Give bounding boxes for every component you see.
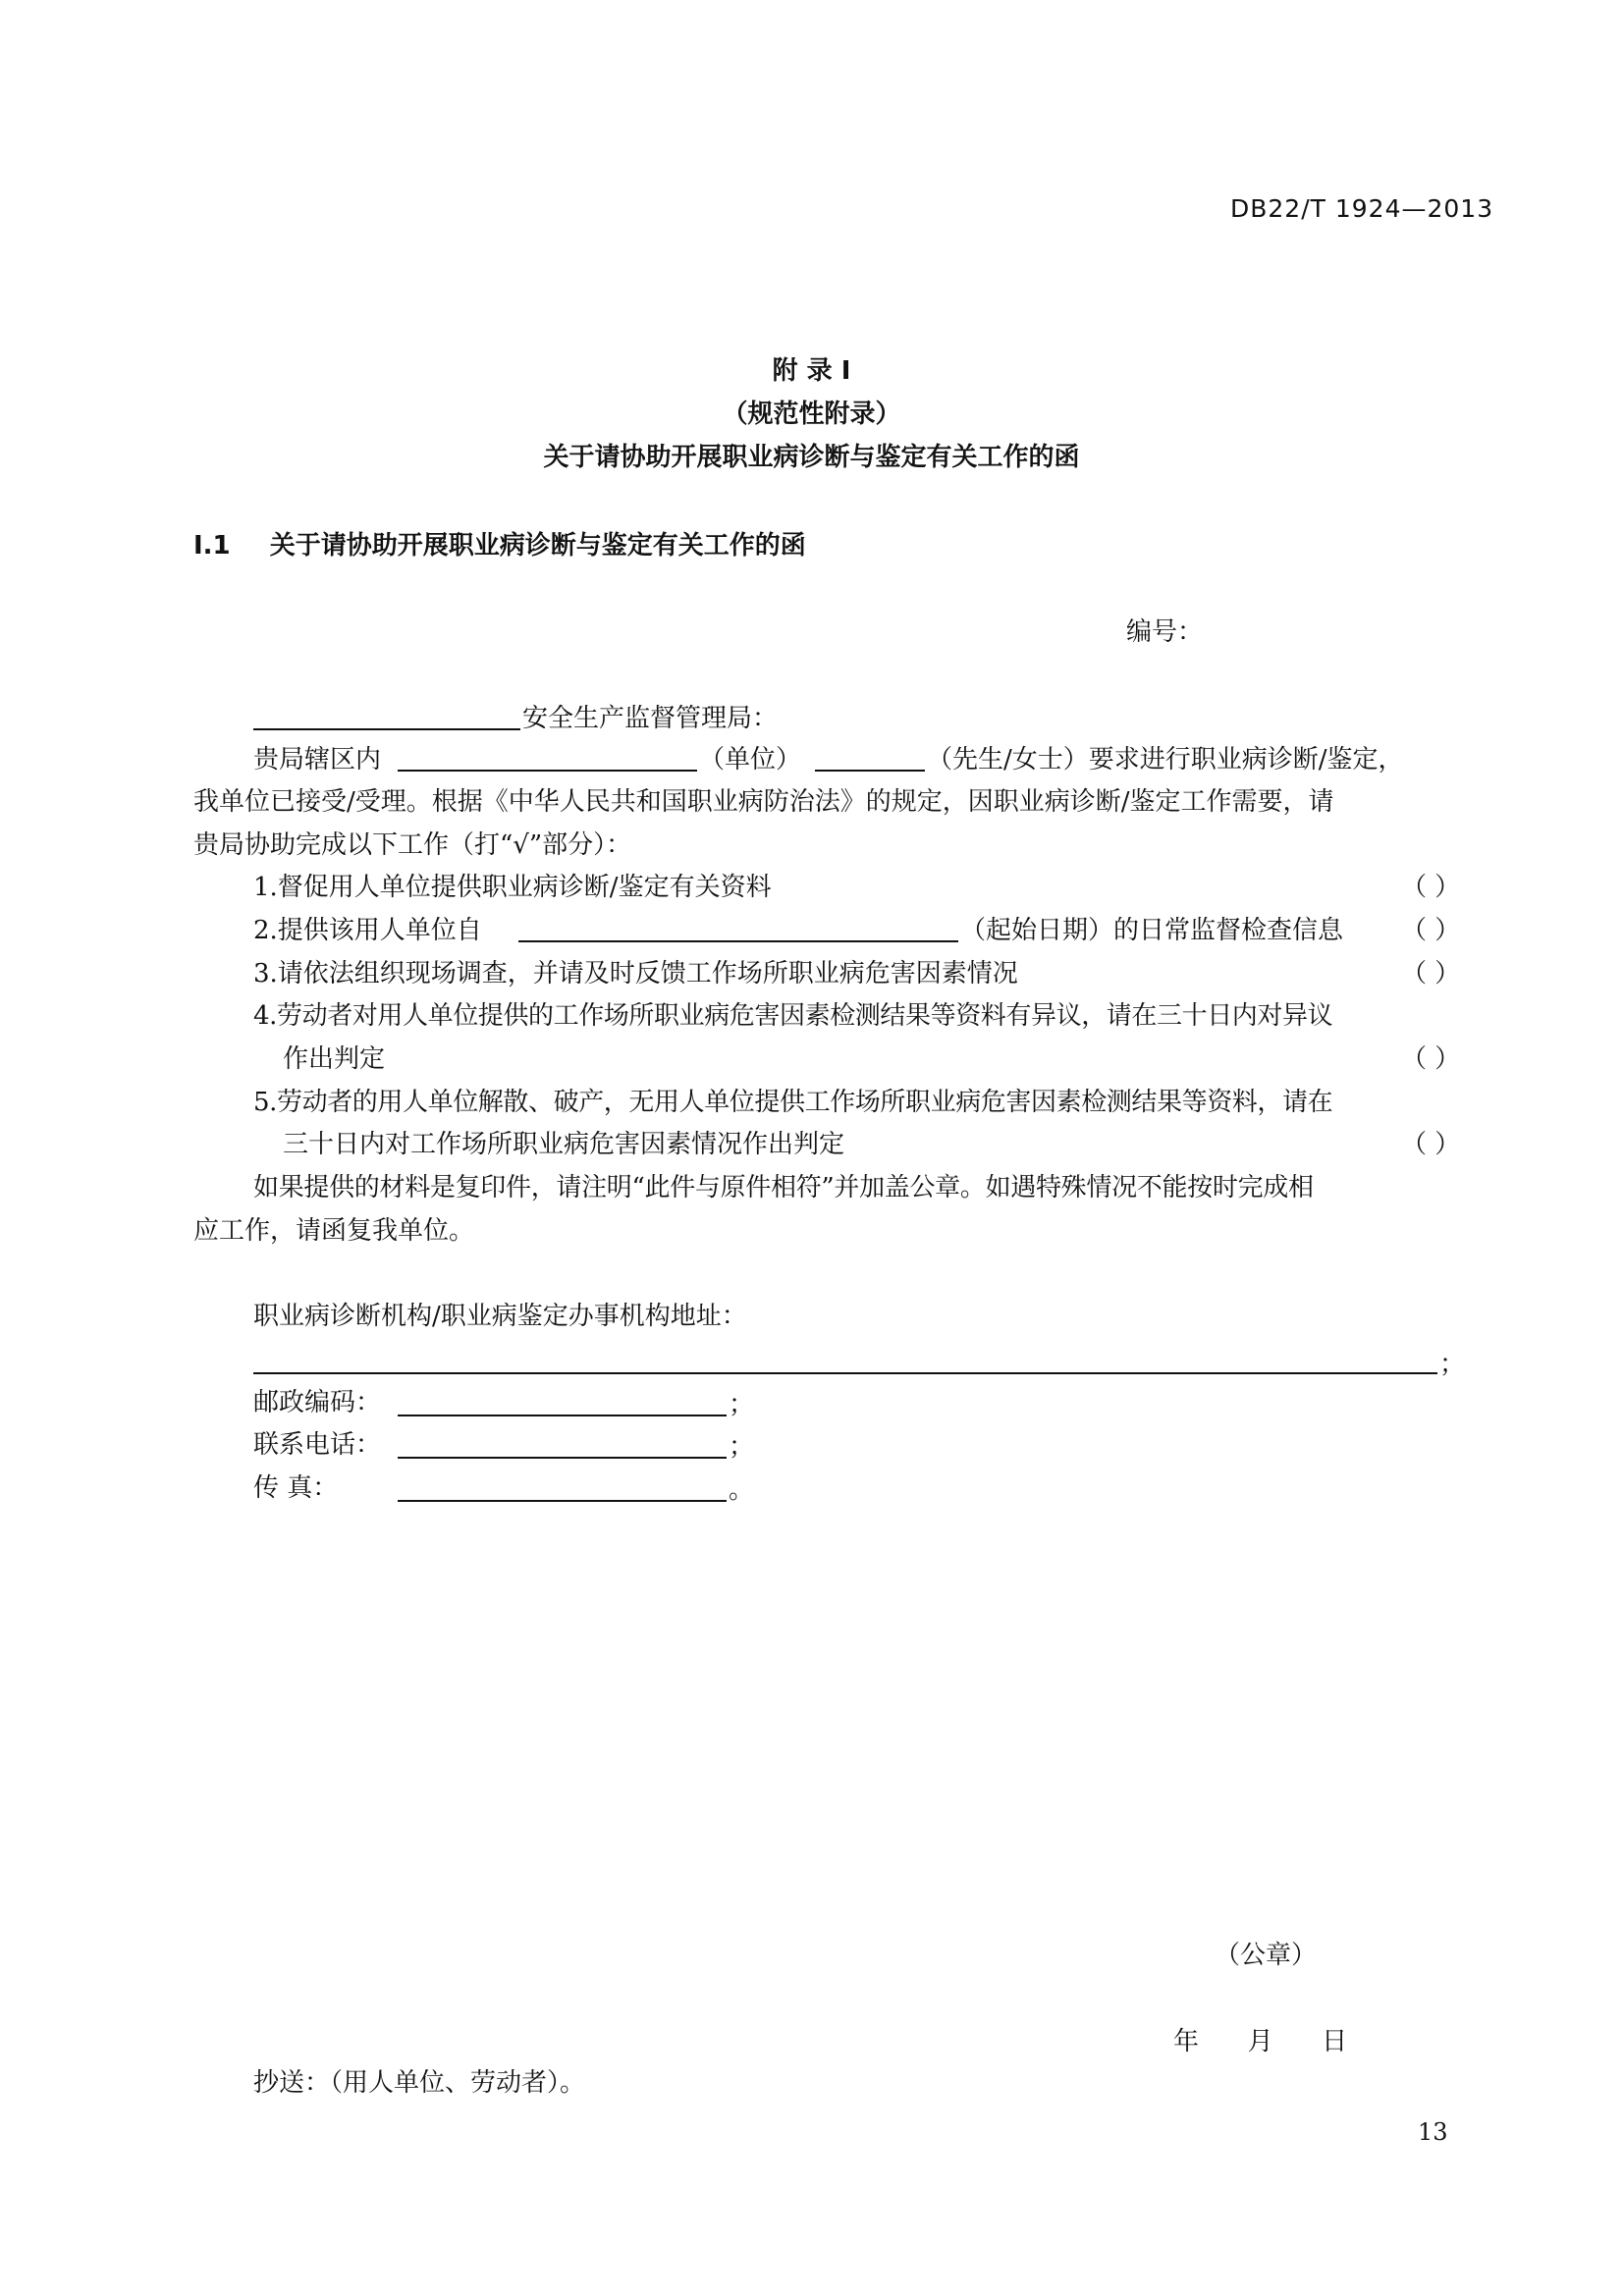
- document-code: DB22/T 1924—2013: [1230, 194, 1494, 223]
- item-2-suffix: （起始日期）的日常监督检查信息: [960, 916, 1344, 945]
- unit-note: （单位）: [699, 745, 802, 774]
- phone-blank[interactable]: [398, 1457, 727, 1459]
- address-blank[interactable]: [253, 1372, 1437, 1374]
- phone-end: ；: [729, 1432, 755, 1462]
- recipient-suffix: 安全生产监督管理局：: [522, 704, 779, 733]
- item-4-line1: 4.劳动者对用人单位提供的工作场所职业病危害因素检测结果等资料有异议，请在三十日内对异议: [253, 1001, 1333, 1031]
- appendix-label: 附 录 I: [772, 356, 851, 386]
- para1-prefix: 贵局辖区内: [253, 745, 382, 774]
- para1-line3: 贵局协助完成以下工作（打“√”部分）：: [193, 830, 632, 860]
- address-end: ；: [1439, 1350, 1466, 1379]
- note-line1: 如果提供的材料是复印件，请注明“此件与原件相符”并加盖公章。如遇特殊情况不能按时完成相: [253, 1173, 1314, 1202]
- item-1-checkbox[interactable]: （ ）: [1401, 873, 1461, 902]
- item-4-checkbox[interactable]: （ ）: [1401, 1044, 1461, 1074]
- item-3-checkbox[interactable]: （ ）: [1401, 959, 1461, 988]
- item-5-line2: 三十日内对工作场所职业病危害因素情况作出判定: [283, 1130, 845, 1159]
- start-date-blank[interactable]: [518, 940, 958, 942]
- fax-blank[interactable]: [398, 1500, 727, 1502]
- postal-end: ；: [729, 1390, 755, 1419]
- fax-label: 传 真：: [253, 1473, 339, 1503]
- item-2-prefix: 2.提供该用人单位自: [253, 916, 482, 945]
- person-blank[interactable]: [815, 770, 925, 772]
- date-line: 年 月 日: [1173, 2027, 1348, 2056]
- cc-line: 抄送：（用人单位、劳动者）。: [253, 2068, 586, 2098]
- appendix-title: 关于请协助开展职业病诊断与鉴定有关工作的函: [543, 443, 1080, 472]
- address-label: 职业病诊断机构/职业病鉴定办事机构地址：: [253, 1302, 747, 1331]
- unit-blank[interactable]: [398, 770, 697, 772]
- postal-blank[interactable]: [398, 1415, 727, 1416]
- note-line2: 应工作，请函复我单位。: [193, 1216, 475, 1246]
- item-2-checkbox[interactable]: （ ）: [1401, 916, 1461, 945]
- page-number: 13: [1418, 2118, 1448, 2146]
- fax-end: 。: [729, 1475, 755, 1505]
- para1-line2: 我单位已接受/受理。根据《中华人民共和国职业病防治法》的规定，因职业病诊断/鉴定工作需要，请: [193, 787, 1334, 817]
- section-heading: [193, 530, 806, 561]
- person-note: （先生/女士）要求进行职业病诊断/鉴定，: [927, 745, 1404, 774]
- appendix-type: （规范性附录）: [722, 400, 901, 429]
- postal-label: 邮政编码：: [253, 1388, 382, 1417]
- item-5-line1: 5.劳动者的用人单位解散、破产，无用人单位提供工作场所职业病危害因素检测结果等资料，请在: [253, 1088, 1333, 1117]
- section-number: I.1: [193, 531, 231, 561]
- serial-label: 编号：: [1126, 617, 1204, 647]
- item-1-text: 1.督促用人单位提供职业病诊断/鉴定有关资料: [253, 873, 772, 902]
- item-5-checkbox[interactable]: （ ）: [1401, 1130, 1461, 1159]
- section-title: 关于请协助开展职业病诊断与鉴定有关工作的函: [269, 531, 806, 561]
- item-3-text: 3.请依法组织现场调查，并请及时反馈工作场所职业病危害因素情况: [253, 959, 1018, 988]
- recipient-blank[interactable]: [253, 728, 520, 730]
- phone-label: 联系电话：: [253, 1430, 382, 1460]
- item-4-line2: 作出判定: [283, 1044, 386, 1074]
- seal-label: （公章）: [1215, 1941, 1318, 1970]
